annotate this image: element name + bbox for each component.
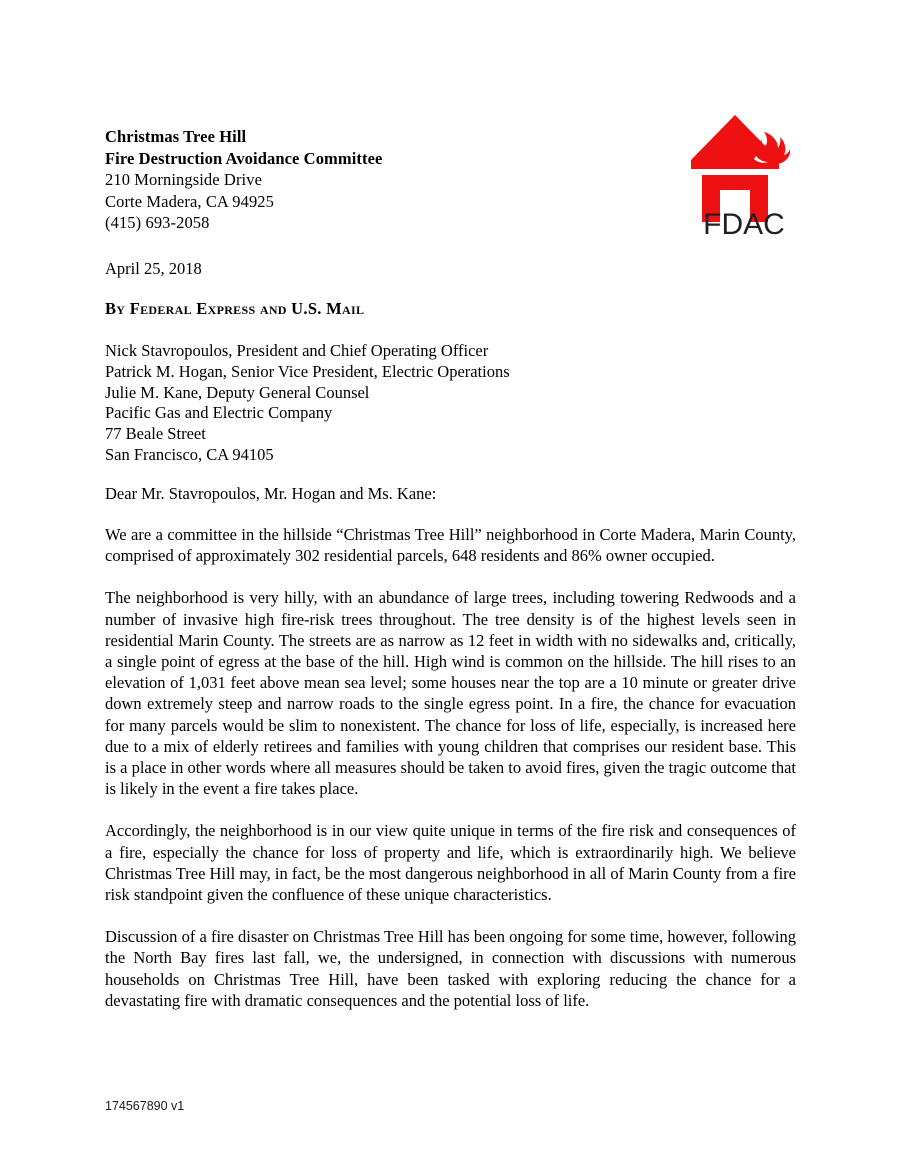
- letter-date: April 25, 2018: [105, 259, 202, 278]
- recipient-line: 77 Beale Street: [105, 424, 206, 444]
- salutation-line: Dear Mr. Stavropoulos, Mr. Hogan and Ms. Kane:: [105, 484, 437, 503]
- recipient-line: Nick Stavropoulos, President and Chief Operating Officer: [105, 341, 489, 360]
- recipient-line: Patrick M. Hogan, Senior Vice President, Electric Operations: [105, 361, 510, 381]
- body-paragraph: We are a committee in the hillside “Christmas Tree Hill” neighborhood in Corte Madera, Marin County, comprised of approximately 302 residential parcels, 648 residents and 86% owner occupied.: [105, 525, 796, 566]
- organization-name-line2: Fire Destruction Avoidance Committee: [105, 148, 383, 168]
- sender-phone-number: (415) 693-2058: [105, 213, 210, 232]
- footer-document-reference: 174567890 v1: [105, 1099, 185, 1113]
- recipient-line: San Francisco, CA 94105: [105, 444, 274, 464]
- organization-name-line1: Christmas Tree Hill: [105, 127, 247, 146]
- sender-street-address: 210 Morningside Drive: [105, 170, 262, 189]
- burning-house-icon: [691, 115, 790, 222]
- body-paragraph: The neighborhood is very hilly, with an abundance of large trees, including towering Redwoods and a number of invasive high fire-risk trees throughout. The tree density is of the highest levels seen in residential Marin County. The streets are as narrow as 12 feet in width with no sidewalks and, critically, a single point of egress at the base of the hill. High wind is common on the hillside. The hill rises to an elevation of 1,031 feet above mean sea level; some houses near the top are a 10 minute or greater drive down extremely steep and narrow roads to the single egress point. In a fire, the chance for evacuation for many parcels would be slim to nonexistent. The chance for loss of life, especially, is increased here due to a mix of elderly retirees and families with young children that comprises our resident base. This is a place in other words where all measures should be taken to avoid fires, given the tragic outcome that is likely in the event a fire takes place.: [105, 588, 796, 799]
- delivery-method-line: By Federal Express and U.S. Mail: [105, 299, 365, 318]
- letterhead-block: [105, 126, 585, 234]
- sender-city-state-zip: Corte Madera, CA 94925: [105, 191, 275, 211]
- body-paragraph: Accordingly, the neighborhood is in our view quite unique in terms of the fire risk and consequences of a fire, especially the chance for loss of property and life, which is extraordinarily high. We believe Christmas Tree Hill may, in fact, be the most dangerous neighborhood in all of Marin County from a fire risk standpoint given the confluence of these unique characteristics.: [105, 821, 796, 905]
- logo-acronym-text: FDAC: [703, 208, 785, 238]
- recipient-line: Pacific Gas and Electric Company: [105, 403, 333, 423]
- letter-body: [105, 524, 796, 1011]
- body-paragraph: Discussion of a fire disaster on Christmas Tree Hill has been ongoing for some time, however, following the North Bay fires last fall, we, the undersigned, in connection with discussions with numerous households on Christmas Tree Hill, have been tasked with exploring reducing the chance for a devastating fire with dramatic consequences and the potential loss of life.: [105, 927, 796, 1010]
- recipient-address-block: [105, 341, 625, 466]
- recipient-line: Julie M. Kane, Deputy General Counsel: [105, 382, 370, 402]
- fdac-logo: [688, 112, 800, 238]
